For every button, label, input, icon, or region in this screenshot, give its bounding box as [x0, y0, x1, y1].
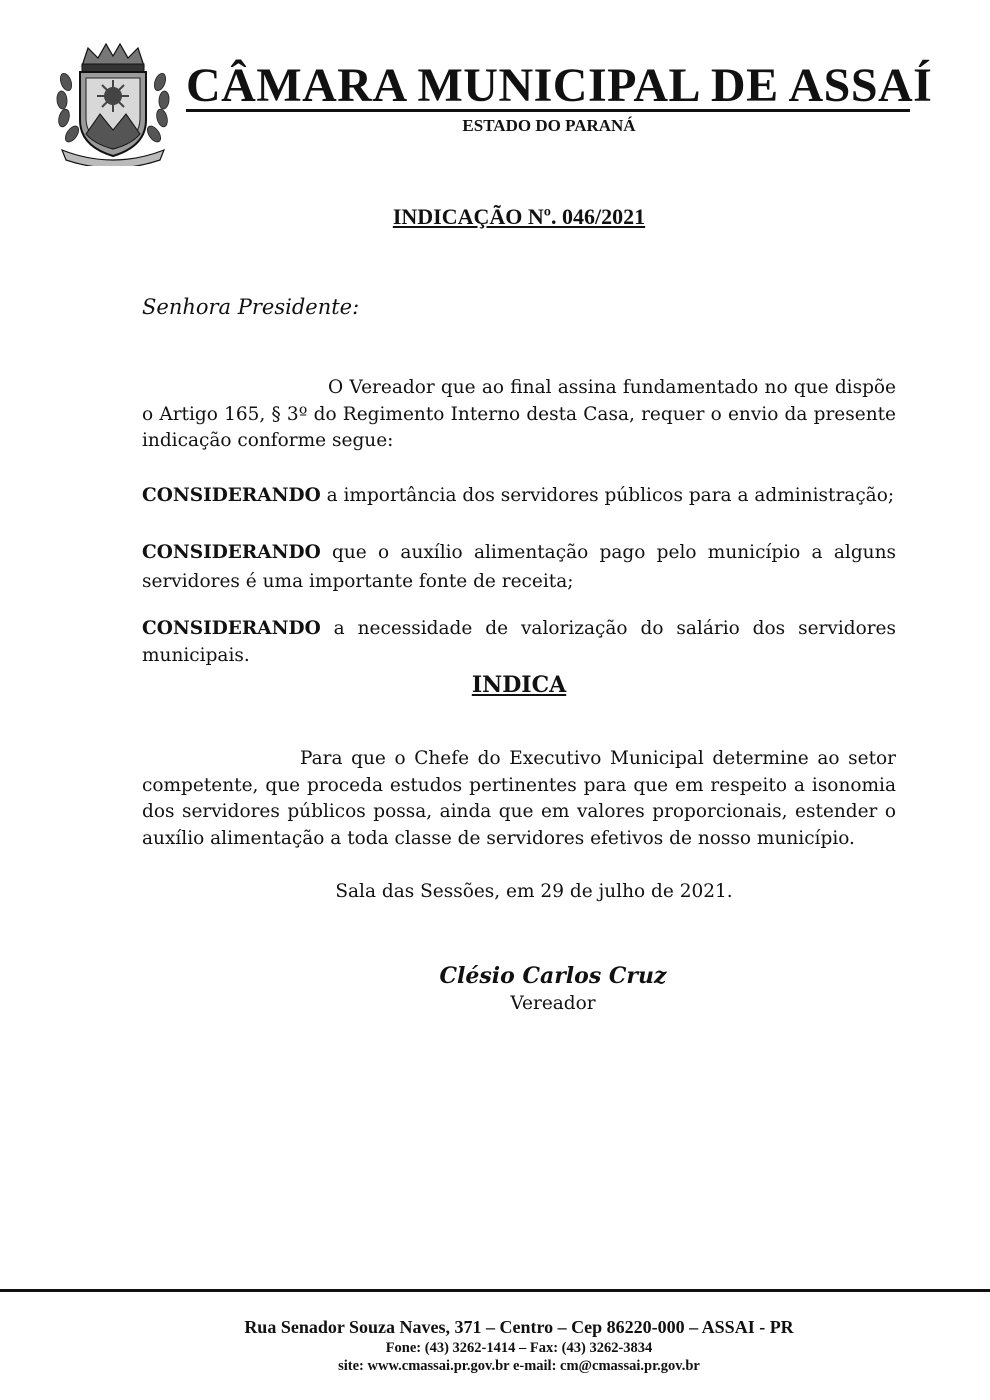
footer-address: Rua Senador Souza Naves, 371 – Centro – Cep 86220-000 – ASSAI - PR — [244, 1317, 794, 1337]
indica-heading: INDICA — [471, 672, 567, 698]
consideration-2 — [142, 538, 896, 596]
consideration-1 — [142, 483, 896, 510]
consideration-text: a necessidade de valorização do salário dos servidores municipais. — [142, 618, 896, 666]
consideration-lead: CONSIDERANDO — [142, 485, 321, 506]
footer-rule — [0, 1289, 990, 1292]
salutation: Senhora Presidente: — [142, 295, 360, 319]
consideration-lead: CONSIDERANDO — [142, 542, 321, 563]
request-paragraph: Para que o Chefe do Executivo Municipal determine ao setor competente, que proceda estudos pertinentes para que em respeito a isonomia dos servidores públicos possa, ainda que em valores proporcionais, estender o auxílio alimentação a toda classe de servidores efetivos de nosso município. — [142, 748, 896, 849]
signer-role: Vereador — [510, 993, 596, 1014]
footer-phones: Fone: (43) 3262-1414 – Fax: (43) 3262-3834 — [385, 1340, 653, 1356]
intro-paragraph: O Vereador que ao final assina fundamentado no que dispõe o Artigo 165, § 3º do Regimento Interno desta Casa, requer o envio da presente indicação conforme segue: — [142, 377, 896, 451]
consideration-3 — [142, 616, 896, 669]
consideration-text: a importância dos servidores públicos para a administração; — [320, 485, 895, 506]
header-rule — [186, 109, 910, 112]
consideration-text: que o auxílio alimentação pago pelo município a alguns servidores é uma importante fonte de receita; — [142, 542, 896, 592]
signer-name: Clésio Carlos Cruz — [439, 963, 667, 989]
state-name: ESTADO DO PARANÁ — [462, 116, 636, 135]
coat-of-arms-icon — [52, 42, 174, 166]
footer-contact: site: www.cmassai.pr.gov.br e-mail: cm@cmassai.pr.gov.br — [338, 1358, 700, 1374]
organization-name: CÂMARA MUNICIPAL DE ASSAÍ — [186, 59, 933, 112]
document-title: INDICAÇÃO Nº. 046/2021 — [392, 204, 646, 229]
consideration-lead: CONSIDERANDO — [142, 618, 321, 639]
place-date: Sala das Sessões, em 29 de julho de 2021. — [335, 881, 733, 902]
